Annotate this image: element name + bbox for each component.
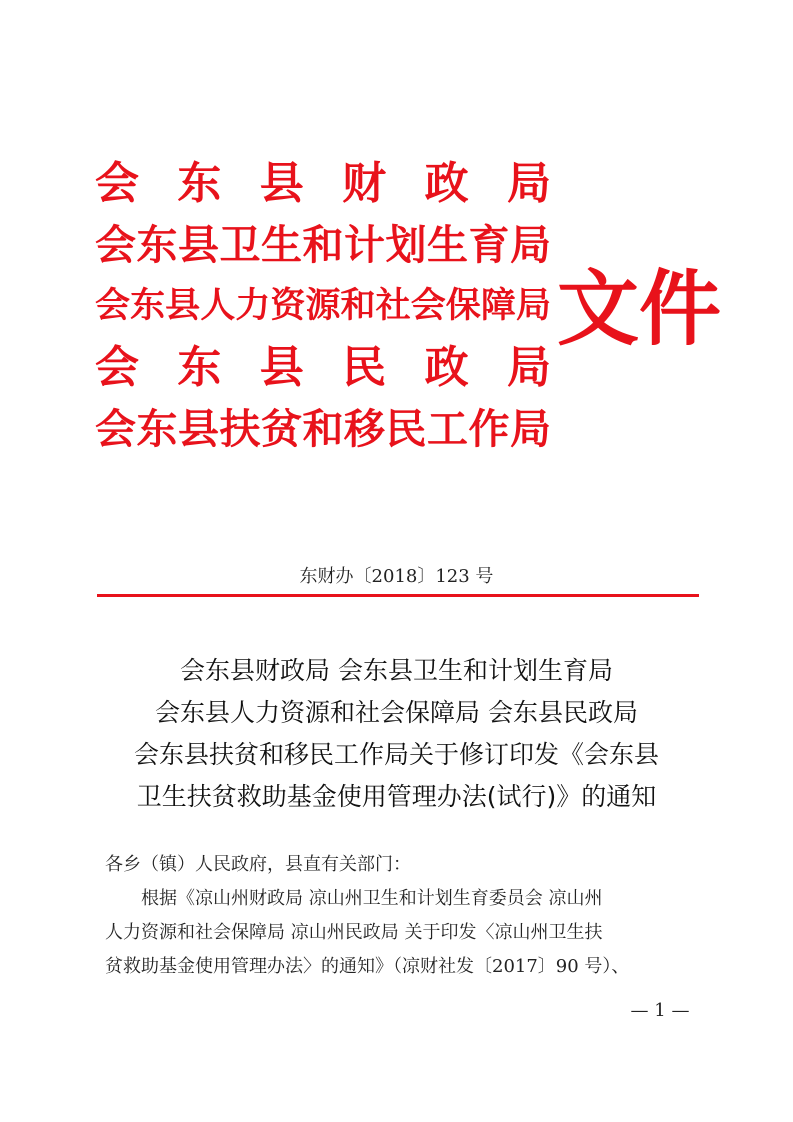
red-divider xyxy=(97,594,699,597)
agency-char: 力 xyxy=(235,285,271,326)
agency-char: 划 xyxy=(385,221,427,269)
agency-char: 东 xyxy=(177,342,222,393)
agency-char: 贫 xyxy=(261,405,302,453)
agency-char: 生 xyxy=(261,221,302,269)
agency-char: 人 xyxy=(200,285,236,326)
agency-char: 局 xyxy=(506,158,551,209)
agency-char: 会 xyxy=(95,342,139,393)
agency-char: 会 xyxy=(95,221,136,269)
agency-char: 局 xyxy=(510,405,551,453)
document-title xyxy=(80,650,713,818)
agency-char: 作 xyxy=(468,405,510,453)
paragraph-line: 根据《凉山州财政局 凉山州卫生和计划生育委员会 凉山州 xyxy=(141,888,603,909)
agency-char: 东 xyxy=(177,158,222,209)
agency-char: 和 xyxy=(302,221,344,269)
agency-char: 工 xyxy=(427,405,468,453)
agency-char: 资 xyxy=(270,285,306,326)
agency-char: 移 xyxy=(344,405,385,453)
agency-name-1 xyxy=(95,156,551,212)
agency-char: 源 xyxy=(305,285,341,326)
paragraph-line: 人力资源和社会保障局 凉山州民政局 关于印发〈凉山州卫生扶 xyxy=(105,922,603,943)
agency-char: 局 xyxy=(506,342,551,393)
agency-char: 县 xyxy=(259,158,304,209)
agency-name-3 xyxy=(95,278,551,334)
agency-char: 民 xyxy=(342,342,387,393)
agency-char: 政 xyxy=(424,158,469,209)
document-type-label: 文件 xyxy=(557,261,722,357)
agency-char: 扶 xyxy=(219,405,261,453)
agency-char: 障 xyxy=(480,285,516,326)
agency-char: 保 xyxy=(445,285,481,326)
agency-char: 财 xyxy=(342,158,387,209)
agency-name-2 xyxy=(95,217,551,273)
title-line: 会东县财政局 会东县卫生和计划生育局 xyxy=(180,656,613,685)
agency-char: 县 xyxy=(165,285,201,326)
agency-char: 东 xyxy=(136,221,178,269)
agency-char: 局 xyxy=(515,285,551,326)
document-header xyxy=(95,150,735,470)
agency-char: 局 xyxy=(510,221,551,269)
agency-char: 会 xyxy=(95,285,131,326)
agency-char: 东 xyxy=(130,285,166,326)
agency-char: 育 xyxy=(468,221,510,269)
agency-name-5 xyxy=(95,401,551,457)
salutation: 各乡（镇）人民政府，县直有关部门： xyxy=(105,854,411,875)
document-number: 东财办〔2018〕123 号 xyxy=(299,566,494,587)
document-body xyxy=(105,848,705,984)
agency-char: 县 xyxy=(178,221,219,269)
paragraph-line: 贫救助基金使用管理办法〉的通知》（凉财社发〔2017〕90 号）、 xyxy=(105,956,630,977)
agency-char: 县 xyxy=(259,342,304,393)
agency-char: 政 xyxy=(424,342,469,393)
title-line: 会东县人力资源和社会保障局 会东县民政局 xyxy=(155,698,638,727)
agency-char: 计 xyxy=(344,221,385,269)
agency-char: 和 xyxy=(302,405,344,453)
agency-char: 县 xyxy=(178,405,219,453)
agency-char: 卫 xyxy=(219,221,261,269)
agency-char: 社 xyxy=(375,285,411,326)
agency-char: 东 xyxy=(136,405,178,453)
agency-char: 会 xyxy=(95,158,139,209)
page-number: — 1 — xyxy=(630,1000,690,1021)
agency-char: 和 xyxy=(340,285,376,326)
title-line: 卫生扶贫救助基金使用管理办法(试行)》的通知 xyxy=(136,782,657,811)
agency-char: 生 xyxy=(427,221,468,269)
agency-name-4 xyxy=(95,340,551,396)
agency-char: 会 xyxy=(95,405,136,453)
title-line: 会东县扶贫和移民工作局关于修订印发《会东县 xyxy=(133,740,659,769)
agency-char: 会 xyxy=(410,285,446,326)
agency-char: 民 xyxy=(385,405,427,453)
